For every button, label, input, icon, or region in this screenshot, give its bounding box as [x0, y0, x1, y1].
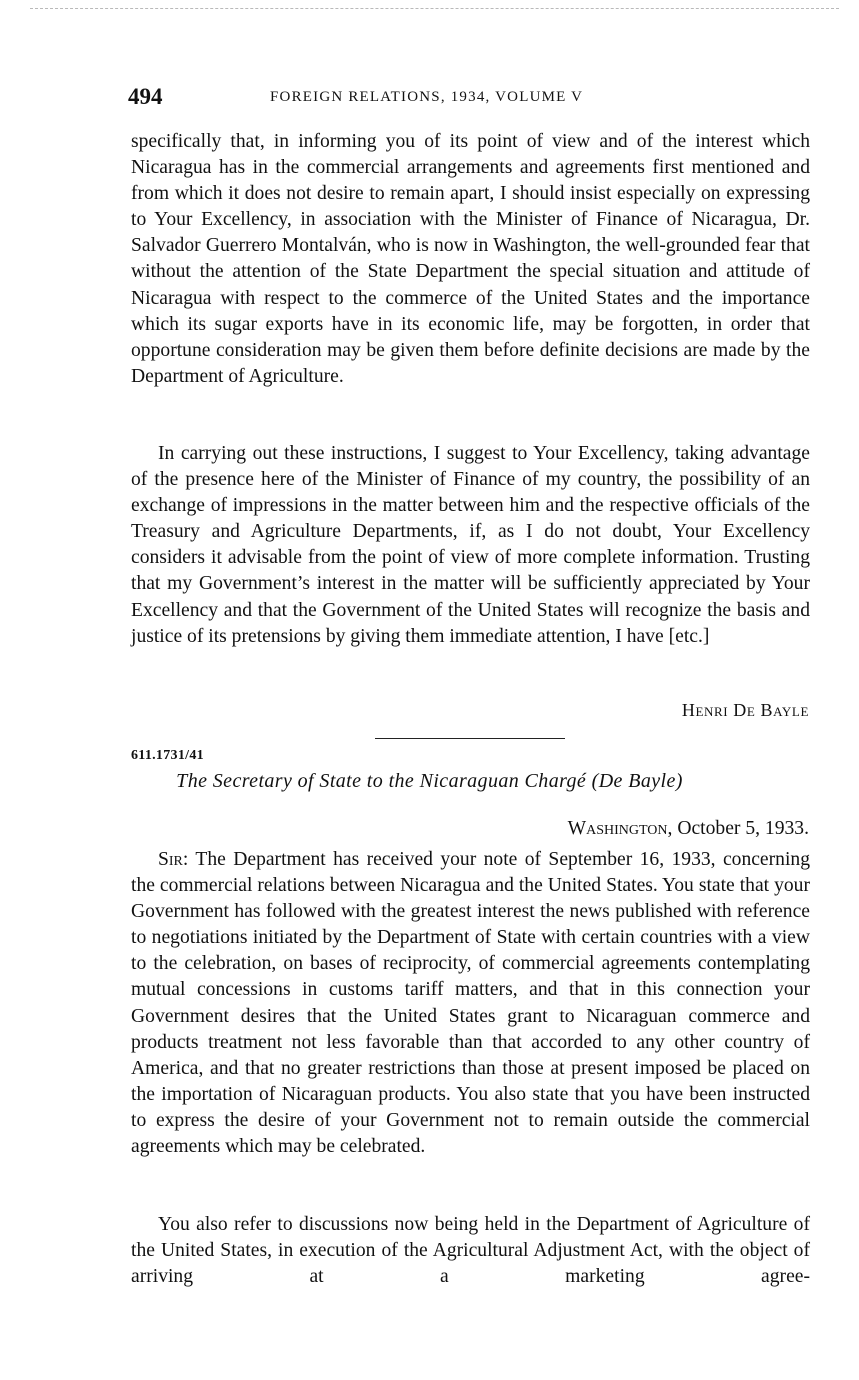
- dateline-place: Washington: [567, 818, 668, 839]
- dateline: [568, 818, 809, 840]
- scan-edge-line: [30, 8, 839, 9]
- document-title-name: De Bayle: [598, 770, 676, 792]
- document-title-main: The Secretary of State to the Nicaraguan Chargé (: [176, 770, 599, 792]
- letter2-paragraph-1-text: : The Department has received your note of September 16, 1933, concerning the commercial relations between Nicaragua and the United States. You state that your Government has followed with the greatest interest the news published with reference to negotiations initiated by the Department of State with certain countries with a view to the celebration, on bases of reciprocity, of commercial agreements contemplating mutual concessions in customs tariff matters, and that in this connection your Government desires that the United States grant to Nicaraguan commerce and products treatment not less favorable than that accorded to any other country of America, and that no greater restrictions than those at present imposed be placed on the importation of Nicaraguan products. You also state that you have been instructed to express the desire of your Government not to remain outside the commercial agreements which may be celebrated.: [131, 849, 810, 1158]
- page-header: [128, 86, 808, 112]
- document-title-close: ): [675, 770, 683, 792]
- signature: Henri De Bayle: [681, 700, 809, 720]
- dateline-date: , October 5, 1933.: [667, 818, 809, 839]
- running-head: FOREIGN RELATIONS, 1934, VOLUME V: [270, 89, 584, 105]
- page-number: 494: [128, 84, 163, 109]
- letter2-paragraph-1: [131, 847, 810, 1160]
- file-number: 611.1731/41: [131, 748, 204, 763]
- letter1-paragraph-1: specifically that, in informing you of its point of view and of the interest which Nicaragua has in the commercial arrangements and agreements first mentioned and from which it does not desire to remain apart, I should insist especially on expressing to Your Excellency, in association with the Minister of Finance of Nicaragua, Dr. Salvador Guerrero Montalván, who is now in Washington, the well-grounded fear that without the attention of the State Department the special situation and attitude of Nicaragua with respect to the commerce of the United States and the importance which its sugar exports have in its economic life, may be forgotten, in order that opportune consideration may be given them before definite decisions are made by the Department of Agriculture.: [131, 131, 810, 387]
- document-title: [0, 770, 859, 793]
- letter2-paragraph-2: You also refer to discussions now being held in the Department of Agriculture of the United States, in execution of the Agricultural Adjustment Act, with the object of arriving at a marketing agree-: [131, 1214, 810, 1288]
- section-divider: [375, 738, 565, 739]
- salutation: Sir: [158, 849, 183, 870]
- letter1-paragraph-2: In carrying out these instructions, I suggest to Your Excellency, taking advantage of the presence here of the Minister of Finance of my country, the possibility of an exchange of impressions in the matter between him and the respective officials of the Treasury and Agriculture Departments, if, as I do not doubt, Your Excellency considers it advisable from the point of view of more complete information. Trusting that my Government’s interest in the matter will be sufficiently appreciated by Your Excellency and that the Government of the United States will recognize the basis and justice of its pretensions by giving them immediate attention, I have [etc.]: [131, 443, 810, 647]
